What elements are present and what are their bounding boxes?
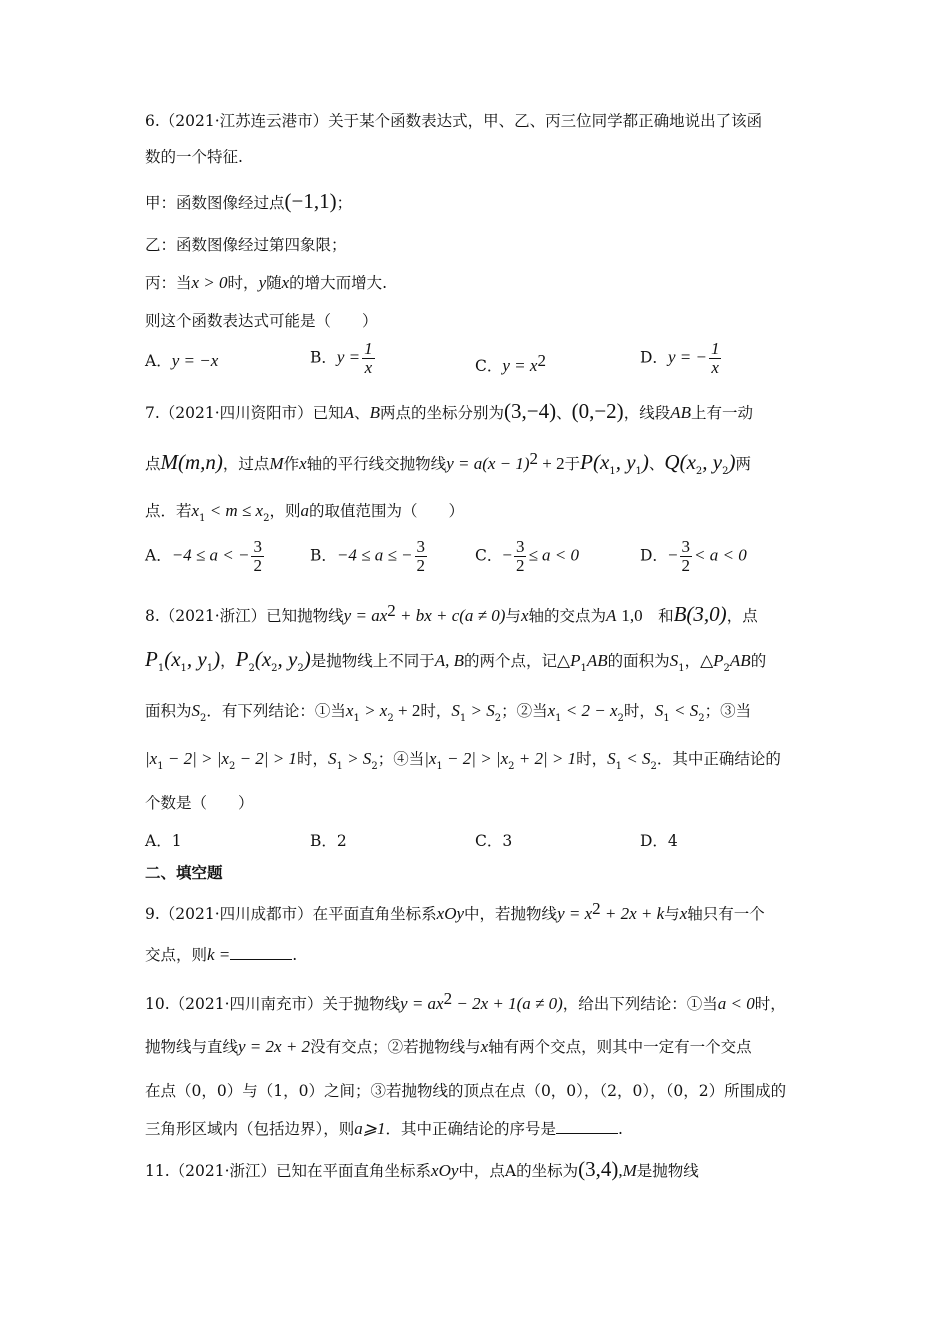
q9-answer-blank[interactable] bbox=[230, 945, 292, 960]
q7-line-1: 7.（2021·四川资阳市）已知A、B两点的坐标分别为(3,−4)、(0,−2)，线段AB上有一动 bbox=[145, 399, 753, 423]
q6-line-1: 6.（2021·江苏连云港市）关于某个函数表达式，甲、乙、丙三位同学都正确地说出了该函 bbox=[145, 112, 763, 130]
q6-option-c[interactable]: C．$y = x^2$ bbox=[475, 351, 546, 375]
q6-option-a[interactable]: A．y = −x bbox=[145, 351, 219, 370]
q10-line-3: 在点（0，0）与（1，0）之间；③若抛物线的顶点在点（0，0），（2，0），（0，2）所围成的 bbox=[145, 1082, 787, 1100]
section-heading-fill-in: 二、填空题 bbox=[145, 864, 223, 882]
q6-question: 则这个函数表达式可能是（ ） bbox=[145, 312, 378, 330]
q8-option-b[interactable]: B．2 bbox=[310, 832, 347, 850]
q6-option-d[interactable]: D．y = − $\frac{1}{x}$ bbox=[640, 339, 720, 377]
q8-line-2: $P_1(x_1$, $y_1$)，$P_2(x_2$, $y_2$)是抛物线上不同于A, B的两个点，记$\triangle P_1AB$的面积为$S_1$，$\triangle P_2AB$的 bbox=[145, 647, 767, 674]
q11-line-1: 11.（2021·浙江）已知在平面直角坐标系xOy中，点A的坐标为(3,4),M是抛物线 bbox=[145, 1157, 699, 1181]
q8-option-c[interactable]: C．3 bbox=[475, 832, 513, 850]
q10-line-2: 抛物线与直线y = 2x + 2没有交点；②若抛物线与x轴有两个交点，则其中一定有一个交点 bbox=[145, 1037, 752, 1056]
q6-statement-jia: 甲：函数图像经过点(−1,1)； bbox=[145, 189, 353, 213]
q10-answer-blank[interactable] bbox=[556, 1119, 618, 1134]
q7-option-d[interactable]: D．− $\frac{3}{2}$ < a < 0 bbox=[640, 537, 747, 575]
q7-line-3: 点．若$x_1 < m \le x_2$，则a的取值范围为（ ） bbox=[145, 501, 464, 524]
q8-line-3: 面积为$S_2$．有下列结论：①当$x_1 > x_2 + 2$时，$S_1 > S_2$；②当$x_1 < 2 - x_2$时，$S_1 < S_2$；③当 bbox=[145, 701, 752, 724]
q6-option-b[interactable]: B．y = $\frac{1}{x}$ bbox=[310, 339, 373, 377]
q10-line-4: 三角形区域内（包括边界），则a⩾1．其中正确结论的序号是 . bbox=[145, 1119, 623, 1138]
q8-option-a[interactable]: A．1 bbox=[145, 832, 182, 850]
q8-line-1: 8.（2021·浙江）已知抛物线$y = ax^2$ + bx + c(a ≠ 0)与x轴的交点为A 1,0 和B(3,0)，点 bbox=[145, 601, 758, 626]
q9-line-1: 9.（2021·四川成都市）在平面直角坐标系xOy中，若抛物线$y = x^2 + 2x + k$与x轴只有一个 bbox=[145, 899, 765, 923]
q7-option-b[interactable]: B．−4 ≤ a ≤ − $\frac{3}{2}$ bbox=[310, 537, 425, 575]
q8-option-d[interactable]: D．4 bbox=[640, 832, 678, 850]
q7-option-a[interactable]: A．−4 ≤ a < − $\frac{3}{2}$ bbox=[145, 537, 262, 575]
q6-statement-bing: 丙：当x > 0时，y随x的增大而增大. bbox=[145, 273, 388, 292]
q10-line-1: 10.（2021·四川南充市）关于抛物线$y = ax^2 - 2x + 1(a \ne 0)$，给出下列结论：①当a < 0时， bbox=[145, 989, 786, 1013]
q7-line-2: 点M(m,n)，过点M作x轴的平行线交抛物线$y = a(x - 1)^2 + 2$于$P(x_1$, $y_1$)、$Q(x_2$, $y_2$)两 bbox=[145, 449, 751, 477]
q8-line-4: $|x_1 - 2| > |x_2 - 2| > 1$时，$S_1 > S_2$；④当$|x_1 - 2| > |x_2 + 2| > 1$时，$S_1 < S_2$．其中正确结论的 bbox=[145, 749, 781, 772]
q7-option-c[interactable]: C．− $\frac{3}{2}$ ≤ a < 0 bbox=[475, 537, 580, 575]
q8-line-5: 个数是（ ） bbox=[145, 794, 254, 812]
q9-line-2: 交点，则k = . bbox=[145, 945, 298, 964]
q6-statement-yi: 乙：函数图像经过第四象限； bbox=[145, 236, 347, 254]
q6-line-2: 数的一个特征. bbox=[145, 148, 243, 166]
